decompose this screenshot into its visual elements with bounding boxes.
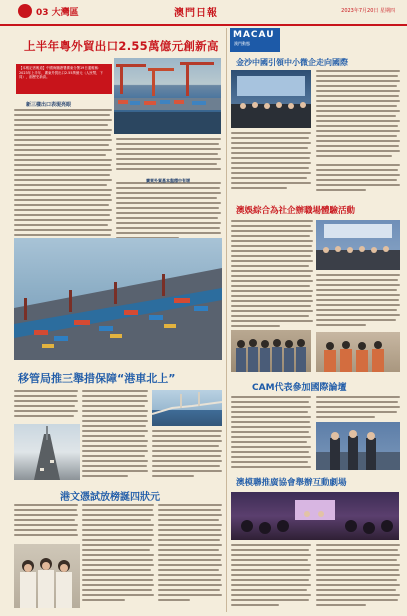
page-header: [0, 0, 407, 26]
article-column-1: [14, 109, 112, 247]
paper-name: 澳門日報: [174, 8, 218, 19]
article-column-2: [116, 138, 221, 176]
story2-column-1: [14, 390, 78, 422]
workplace-event-photo: [316, 220, 400, 270]
section-label: [36, 5, 79, 18]
photo-caption: 廣東外貿基本盤穩中有增: [146, 178, 190, 183]
right-story2-text-b: [316, 274, 400, 330]
story3-headline: 港文憑試放榜誕四狀元: [60, 492, 160, 503]
group-photo: [231, 330, 311, 372]
summary-text: 【本報記者報道】中國海關總署廣東分署19日通報稱：2023年上半年，廣東外貿出口2.55萬億元（人民幣，下同），創歷史新高。: [19, 66, 103, 80]
right-story3-text-b: [316, 396, 400, 420]
story2-headline: 移管局推三舉措保障“港車北上”: [18, 372, 176, 385]
students-photo: [14, 544, 80, 608]
right-story1-text-b: [231, 132, 311, 194]
forum-photo: [316, 422, 400, 470]
theatre-photo: [231, 492, 399, 540]
story2-column-3: [152, 430, 222, 482]
participants-photo: [316, 332, 400, 372]
right-story1-text-a: [316, 70, 400, 160]
story3-column-1: [14, 504, 78, 542]
macau-banner: [230, 28, 280, 52]
page-number: 03: [36, 8, 49, 18]
right-story2-headline: 澳娛綜合為社企辦職場體驗活動: [236, 206, 356, 216]
macau-label: MACAU: [233, 30, 275, 40]
paper-logo-icon: [18, 4, 32, 18]
column-divider: [226, 28, 227, 612]
right-story1-headline: 金沙中國引領中小微企走向國際: [236, 58, 348, 67]
right-story3-text-a: [231, 396, 311, 472]
aerial-port-photo: [14, 238, 222, 360]
sands-china-photo: [231, 70, 311, 128]
section-name: 大灣區: [51, 8, 79, 18]
macau-sublabel: 澳門動態: [234, 41, 250, 46]
right-story4-text-a: [231, 544, 311, 608]
highway-photo: [14, 424, 80, 480]
right-story2-text-a: [231, 220, 313, 330]
right-story3-headline: CAM代表參加國際論壇: [252, 383, 347, 393]
right-story4-headline: 澳模聯推廣協會舉辦互動劇場: [236, 478, 347, 488]
story2-column-2: [82, 390, 148, 478]
date-line: 2023年7月20日 星期四: [341, 8, 395, 14]
right-story4-text-b: [316, 544, 400, 608]
story3-column-3: [158, 504, 222, 608]
bridge-photo: [152, 390, 222, 426]
sub-headline: 新三樣出口表現亮眼: [26, 102, 72, 108]
summary-box: [16, 64, 112, 94]
story3-column-2: [82, 504, 154, 608]
main-headline: 上半年粵外貿出口2.55萬億元創新高: [24, 39, 219, 53]
container-port-photo: [114, 58, 221, 134]
right-story1-text-c: [316, 164, 400, 194]
